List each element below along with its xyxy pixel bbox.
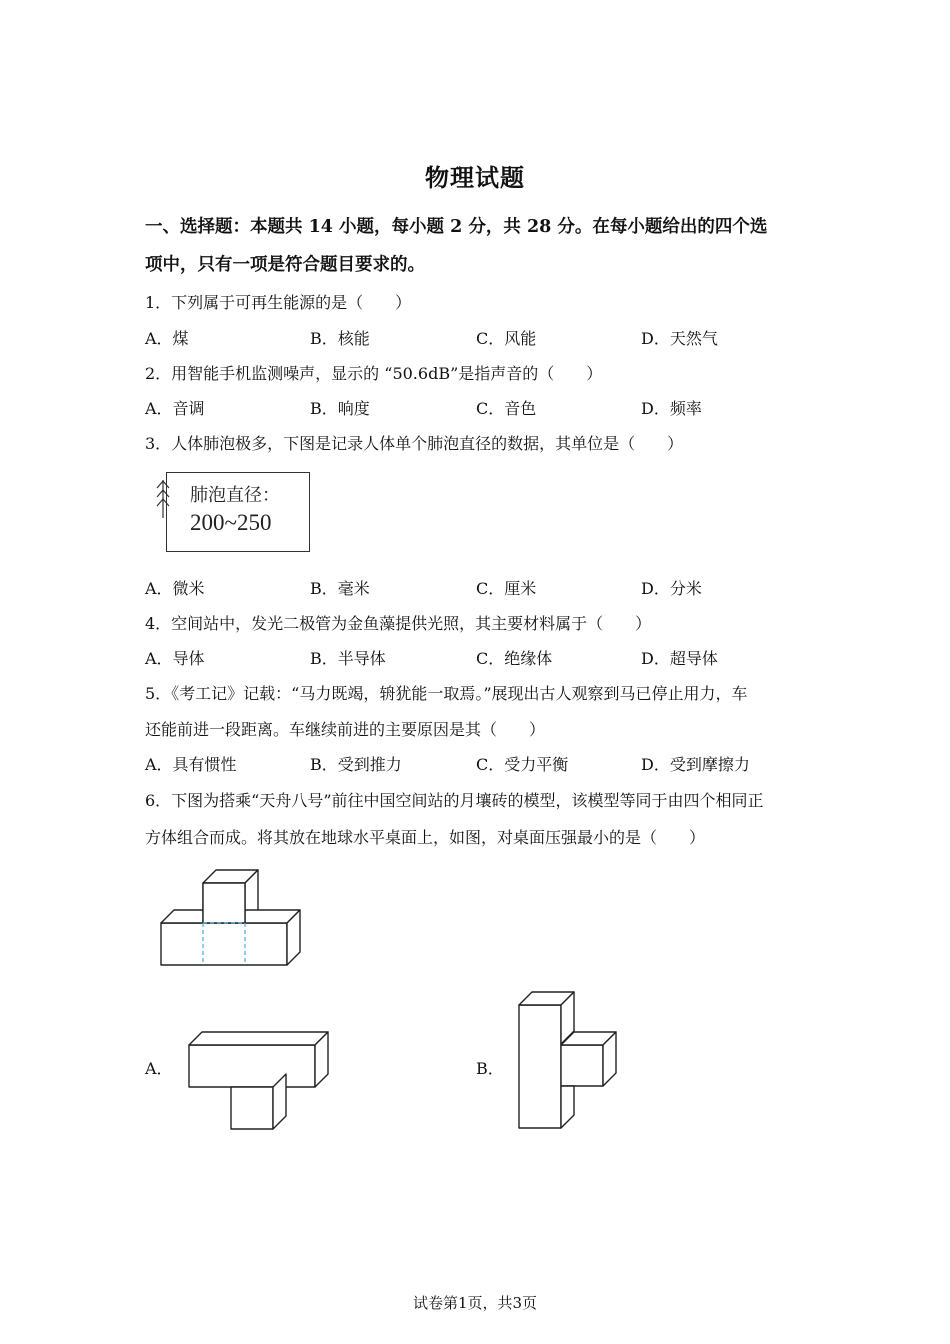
question-5-stem-line2: 还能前进一段距离。车继续前进的主要原因是其（ ） <box>145 720 546 739</box>
section-heading-line1: 一、选择题：本题共 14 小题，每小题 2 分，共 28 分。在每小题给出的四个选 <box>145 217 768 237</box>
alveolus-label: 肺泡直径： <box>190 485 280 506</box>
lunar-brick-model-figure <box>155 865 305 970</box>
alveolus-value: 200~250 <box>190 510 272 535</box>
q4-option-c[interactable]: C．绝缘体 <box>476 649 553 668</box>
question-1-stem: 1．下列属于可再生能源的是（ ） <box>145 293 412 312</box>
q2-option-d[interactable]: D．频率 <box>641 399 702 418</box>
q3-option-b[interactable]: B．毫米 <box>310 579 370 598</box>
q2-option-a[interactable]: A．音调 <box>145 399 205 418</box>
q3-option-a[interactable]: A．微米 <box>145 579 205 598</box>
q5-option-a[interactable]: A．具有惯性 <box>145 755 237 774</box>
q6-option-a[interactable]: A． <box>145 1059 173 1078</box>
q2-option-b[interactable]: B．响度 <box>310 399 370 418</box>
question-6-stem-line2: 方体组合而成。将其放在地球水平桌面上，如图，对桌面压强最小的是（ ） <box>145 828 706 847</box>
q5-option-b[interactable]: B．受到推力 <box>310 755 402 774</box>
q1-option-c[interactable]: C．风能 <box>476 329 537 348</box>
alveolus-diameter-card <box>166 472 310 552</box>
question-6-stem-line1: 6．下图为搭乘“天舟八号”前往中国空间站的月壤砖的模型，该模型等同于由四个相同正 <box>145 791 764 810</box>
q3-option-c[interactable]: C．厘米 <box>476 579 537 598</box>
q6-option-b-figure[interactable] <box>514 988 624 1133</box>
q5-option-d[interactable]: D．受到摩擦力 <box>641 755 750 774</box>
page-footer: 试卷第1页，共3页 <box>412 1294 538 1312</box>
section-heading-line2: 项中，只有一项是符合题目要求的。 <box>145 255 425 275</box>
q3-option-d[interactable]: D．分米 <box>641 579 702 598</box>
q1-option-a[interactable]: A．煤 <box>145 329 189 348</box>
q4-option-a[interactable]: A．导体 <box>145 649 205 668</box>
page-title: 物理试题 <box>425 163 525 192</box>
q4-option-d[interactable]: D．超导体 <box>641 649 718 668</box>
section-heading <box>145 208 810 284</box>
q6-option-b[interactable]: B． <box>476 1059 504 1078</box>
question-3-stem: 3．人体肺泡极多，下图是记录人体单个肺泡直径的数据，其单位是（ ） <box>145 434 684 453</box>
question-2-stem: 2．用智能手机监测噪声，显示的 “50.6dB”是指声音的（ ） <box>145 364 603 383</box>
q5-option-c[interactable]: C．受力平衡 <box>476 755 569 774</box>
q1-option-d[interactable]: D．天然气 <box>641 329 718 348</box>
q4-option-b[interactable]: B．半导体 <box>310 649 386 668</box>
q2-option-c[interactable]: C．音色 <box>476 399 537 418</box>
question-5-stem-line1: 5．《考工记》记载：“马力既竭，辀犹能一取焉。”展现出古人观察到马已停止用力，车 <box>145 684 748 703</box>
question-4-stem: 4．空间站中，发光二极管为金鱼藻提供光照，其主要材料属于（ ） <box>145 614 652 633</box>
q6-option-a-figure[interactable] <box>182 1025 332 1130</box>
q1-option-b[interactable]: B．核能 <box>310 329 370 348</box>
